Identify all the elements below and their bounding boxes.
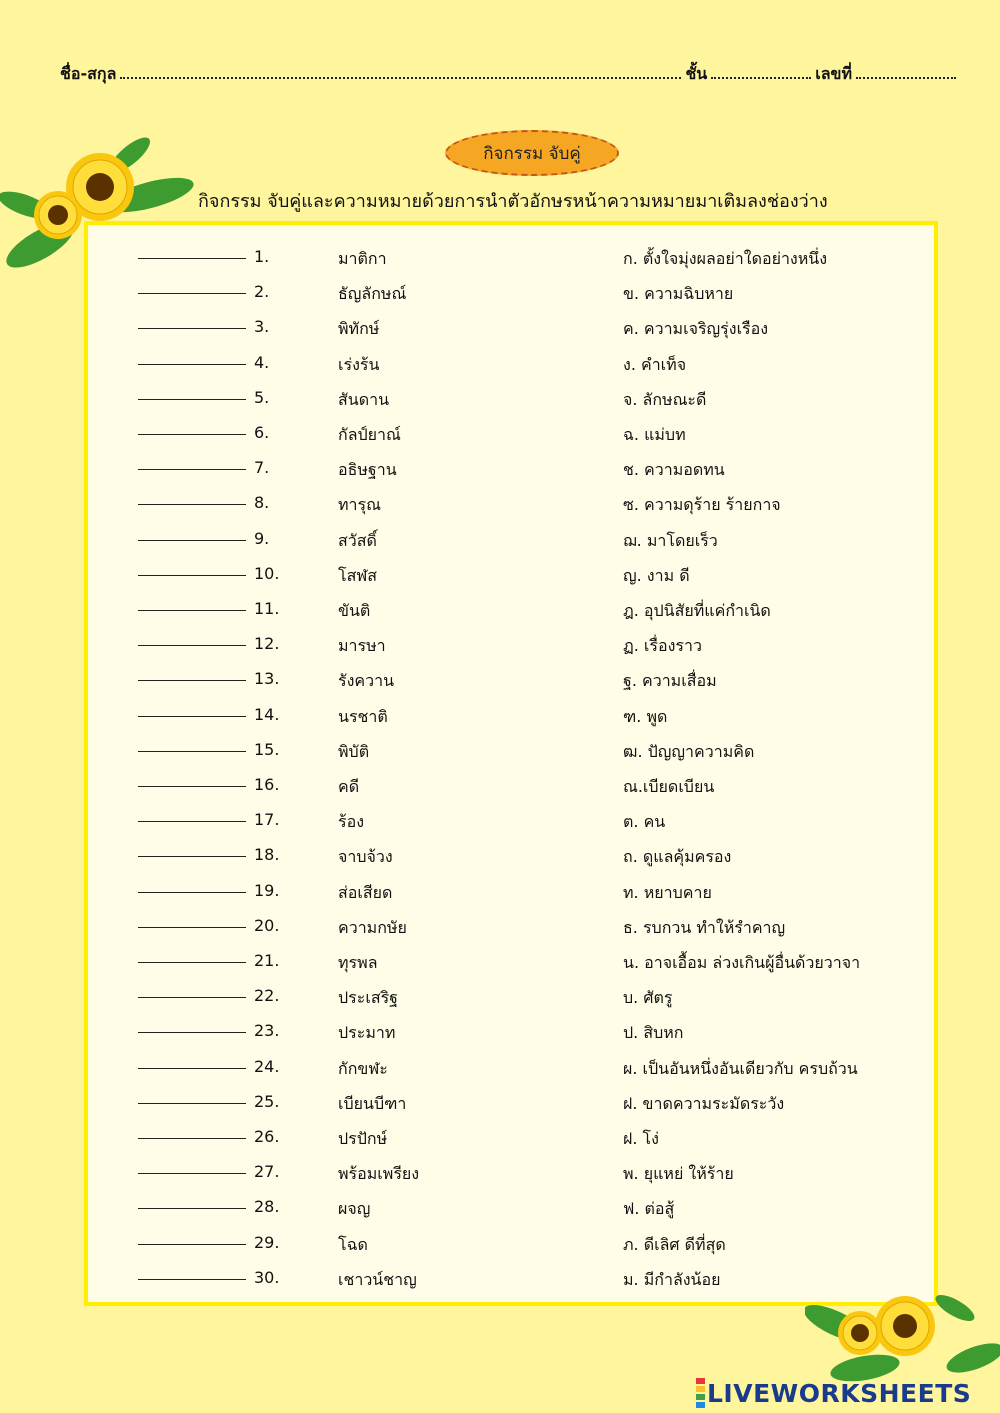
matching-row bbox=[88, 411, 942, 446]
vocabulary-word: พิบัติ bbox=[338, 741, 370, 761]
meaning-option: ฐ. ความเสื่อม bbox=[623, 671, 717, 691]
student-info-header bbox=[60, 62, 960, 87]
answer-blank[interactable] bbox=[138, 258, 246, 259]
item-number: 24. bbox=[254, 1056, 280, 1076]
matching-row bbox=[88, 446, 942, 481]
meaning-option: ก. ตั้งใจมุ่งผลอย่าใดอย่างหนึ่ง bbox=[623, 249, 828, 268]
item-number: 20. bbox=[254, 915, 280, 935]
item-number: 25. bbox=[254, 1091, 280, 1111]
vocabulary-word: เร่งร้น bbox=[338, 354, 380, 374]
item-number: 28. bbox=[254, 1197, 280, 1217]
vocabulary-word: กักขฬะ bbox=[338, 1058, 388, 1078]
vocabulary-word: จาบจ้วง bbox=[338, 847, 393, 867]
meaning-option: ฝ. โง่ bbox=[623, 1129, 659, 1148]
meaning-option: ฉ. แม่บท bbox=[623, 425, 686, 444]
matching-row bbox=[88, 1080, 942, 1115]
answer-blank[interactable] bbox=[138, 927, 246, 928]
item-number: 15. bbox=[254, 739, 280, 759]
meaning-option: ถ. ดูแลคุ้มครอง bbox=[623, 847, 732, 867]
vocabulary-word: ขันติ bbox=[338, 601, 371, 620]
answer-blank[interactable] bbox=[138, 786, 246, 787]
answer-blank[interactable] bbox=[138, 821, 246, 822]
matching-row bbox=[88, 728, 942, 763]
vocabulary-word: นรชาติ bbox=[338, 706, 388, 726]
answer-blank[interactable] bbox=[138, 1173, 246, 1174]
item-number: 19. bbox=[254, 880, 280, 900]
class-label: ชั้น bbox=[685, 64, 708, 83]
answer-blank[interactable] bbox=[138, 680, 246, 681]
item-number: 7. bbox=[254, 458, 270, 478]
item-number: 26. bbox=[254, 1127, 280, 1146]
vocabulary-word: ประเสริฐ bbox=[338, 988, 398, 1008]
answer-blank[interactable] bbox=[138, 575, 246, 576]
meaning-option: ฏ. เรื่องราว bbox=[623, 636, 702, 656]
matching-worksheet-box bbox=[84, 221, 938, 1306]
vocabulary-word: พิทักษ์ bbox=[338, 319, 380, 339]
meaning-option: ฎ. อุปนิสัยที่แค่กำเนิด bbox=[623, 601, 771, 620]
matching-row bbox=[88, 481, 942, 516]
name-blank[interactable] bbox=[120, 77, 681, 79]
item-number: 8. bbox=[254, 493, 270, 513]
number-label: เลขที่ bbox=[815, 64, 852, 83]
matching-row bbox=[88, 904, 942, 939]
logo-mark-bar bbox=[696, 1386, 705, 1392]
activity-title: กิจกรรม จับคู่ bbox=[483, 143, 581, 164]
matching-row bbox=[88, 657, 942, 692]
item-number: 27. bbox=[254, 1162, 280, 1182]
item-number: 4. bbox=[254, 352, 270, 372]
vocabulary-word: ทารุณ bbox=[338, 495, 381, 515]
meaning-option: น. อาจเอื้อม ล่วงเกินผู้อื่นด้วยวาจา bbox=[623, 953, 861, 972]
meaning-option: ญ. งาม ดี bbox=[623, 565, 690, 585]
answer-blank[interactable] bbox=[138, 1208, 246, 1209]
item-number: 10. bbox=[254, 563, 280, 583]
logo-text: LIVEWORKSHEETS bbox=[707, 1378, 972, 1408]
item-number: 13. bbox=[254, 669, 280, 689]
answer-blank[interactable] bbox=[138, 1032, 246, 1033]
logo-mark-bar bbox=[696, 1378, 705, 1384]
meaning-option: ฑ. พูด bbox=[623, 706, 668, 726]
answer-blank[interactable] bbox=[138, 962, 246, 963]
matching-row bbox=[88, 622, 942, 657]
vocabulary-word: ธัญลักษณ์ bbox=[338, 284, 407, 304]
answer-blank[interactable] bbox=[138, 434, 246, 435]
matching-row bbox=[88, 1185, 942, 1220]
logo-mark-bar bbox=[696, 1402, 705, 1408]
item-number: 23. bbox=[254, 1021, 280, 1041]
sunflower-bottom-right-icon bbox=[805, 1288, 1000, 1388]
matching-row bbox=[88, 270, 942, 305]
answer-blank[interactable] bbox=[138, 1279, 246, 1280]
matching-row bbox=[88, 341, 942, 376]
vocabulary-word: สวัสดิ์ bbox=[338, 530, 377, 550]
vocabulary-word: ร้อง bbox=[338, 812, 365, 832]
activity-title-badge bbox=[445, 130, 619, 176]
matching-row bbox=[88, 833, 942, 868]
matching-row bbox=[88, 1150, 942, 1185]
item-number: 30. bbox=[254, 1267, 280, 1287]
answer-blank[interactable] bbox=[138, 364, 246, 365]
matching-row bbox=[88, 939, 942, 974]
item-number: 12. bbox=[254, 634, 280, 654]
answer-blank[interactable] bbox=[138, 1068, 246, 1069]
vocabulary-word: คดี bbox=[338, 777, 360, 796]
answer-blank[interactable] bbox=[138, 751, 246, 752]
vocabulary-word: เชาวน์ชาญ bbox=[338, 1269, 417, 1289]
matching-row bbox=[88, 1009, 942, 1044]
meaning-option: ฌ. มาโดยเร็ว bbox=[623, 530, 718, 550]
answer-blank[interactable] bbox=[138, 540, 246, 541]
vocabulary-word: โสฬส bbox=[338, 565, 378, 585]
vocabulary-word: โฉด bbox=[338, 1234, 368, 1254]
vocabulary-word: เบียนบีฑา bbox=[338, 1093, 407, 1113]
matching-row bbox=[88, 376, 942, 411]
matching-row bbox=[88, 587, 942, 622]
matching-row bbox=[88, 552, 942, 587]
matching-row bbox=[88, 869, 942, 904]
item-number: 6. bbox=[254, 423, 270, 442]
class-blank[interactable] bbox=[711, 77, 811, 79]
vocabulary-word: กัลป์ยาณ์ bbox=[338, 425, 401, 444]
answer-blank[interactable] bbox=[138, 399, 246, 400]
answer-blank[interactable] bbox=[138, 504, 246, 505]
meaning-option: ฟ. ต่อสู้ bbox=[623, 1199, 675, 1219]
answer-blank[interactable] bbox=[138, 856, 246, 857]
vocabulary-word: ทุรพล bbox=[338, 953, 378, 972]
item-number: 17. bbox=[254, 810, 280, 830]
meaning-option: ป. สิบหก bbox=[623, 1023, 684, 1043]
meaning-option: ข. ความฉิบหาย bbox=[623, 284, 734, 304]
meaning-option: พ. ยุแหย่ ให้ร้าย bbox=[623, 1164, 734, 1184]
vocabulary-word: พร้อมเพรียง bbox=[338, 1164, 420, 1184]
item-number: 3. bbox=[254, 317, 270, 337]
meaning-option: ท. หยาบคาย bbox=[623, 882, 712, 902]
answer-blank[interactable] bbox=[138, 293, 246, 294]
matching-row bbox=[88, 305, 942, 340]
matching-row bbox=[88, 1115, 942, 1150]
matching-row bbox=[88, 693, 942, 728]
vocabulary-word: ปรปักษ์ bbox=[338, 1129, 388, 1148]
matching-row bbox=[88, 235, 942, 270]
answer-blank[interactable] bbox=[138, 1244, 246, 1245]
item-number: 5. bbox=[254, 387, 270, 407]
meaning-option: ค. ความเจริญรุ่งเรือง bbox=[623, 319, 769, 339]
answer-blank[interactable] bbox=[138, 1103, 246, 1104]
logo-mark-icon bbox=[696, 1377, 705, 1409]
answer-blank[interactable] bbox=[138, 328, 246, 329]
meaning-option: บ. ศัตรู bbox=[623, 988, 673, 1008]
matching-row bbox=[88, 798, 942, 833]
vocabulary-word: มาติกา bbox=[338, 249, 387, 268]
vocabulary-word: ผจญ bbox=[338, 1199, 371, 1219]
item-number: 11. bbox=[254, 599, 280, 618]
meaning-option: ธ. รบกวน ทำให้รำคาญ bbox=[623, 917, 786, 937]
meaning-option: ฒ. ปัญญาความคิด bbox=[623, 741, 755, 761]
vocabulary-word: ส่อเสียด bbox=[338, 882, 393, 902]
item-number: 9. bbox=[254, 528, 270, 548]
name-label: ชื่อ-สกุล bbox=[60, 64, 117, 83]
matching-row bbox=[88, 763, 942, 798]
item-number: 29. bbox=[254, 1232, 280, 1252]
answer-blank[interactable] bbox=[138, 716, 246, 717]
vocabulary-word: ประมาท bbox=[338, 1023, 396, 1043]
meaning-option: ม. มีกำลังน้อย bbox=[623, 1269, 721, 1289]
answer-blank[interactable] bbox=[138, 469, 246, 470]
meaning-option: ภ. ดีเลิศ ดีที่สุด bbox=[623, 1234, 726, 1254]
meaning-option: ช. ความอดทน bbox=[623, 460, 725, 480]
number-blank[interactable] bbox=[856, 77, 956, 79]
answer-blank[interactable] bbox=[138, 645, 246, 646]
item-number: 22. bbox=[254, 986, 280, 1006]
vocabulary-word: ความกษัย bbox=[338, 917, 407, 937]
liveworksheets-logo bbox=[696, 1378, 971, 1408]
meaning-option: ผ. เป็นอันหนึ่งอันเดียวกับ ครบถ้วน bbox=[623, 1058, 858, 1078]
answer-blank[interactable] bbox=[138, 892, 246, 893]
matching-row bbox=[88, 1045, 942, 1080]
vocabulary-word: สันดาน bbox=[338, 389, 390, 409]
item-number: 14. bbox=[254, 704, 280, 724]
instruction-text: กิจกรรม จับคู่และความหมายด้วยการนำตัวอักษรหน้าความหมายมาเติมลงช่องว่าง bbox=[198, 191, 828, 212]
logo-mark-bar bbox=[696, 1394, 705, 1400]
meaning-option: จ. ลักษณะดี bbox=[623, 389, 707, 409]
answer-blank[interactable] bbox=[138, 997, 246, 998]
answer-blank[interactable] bbox=[138, 610, 246, 611]
meaning-option: ซ. ความดุร้าย ร้ายกาจ bbox=[623, 495, 781, 515]
item-number: 18. bbox=[254, 845, 280, 865]
item-number: 1. bbox=[254, 247, 270, 266]
matching-row bbox=[88, 1256, 942, 1291]
matching-row bbox=[88, 517, 942, 552]
item-number: 21. bbox=[254, 951, 280, 970]
meaning-option: ฝ. ขาดความระมัดระวัง bbox=[623, 1093, 785, 1113]
matching-row bbox=[88, 974, 942, 1009]
item-number: 16. bbox=[254, 775, 280, 794]
vocabulary-word: อธิษฐาน bbox=[338, 460, 397, 480]
meaning-option: ง. คำเท็จ bbox=[623, 354, 687, 374]
meaning-option: ต. คน bbox=[623, 812, 666, 832]
vocabulary-word: มารษา bbox=[338, 636, 386, 656]
meaning-option: ณ.เบียดเบียน bbox=[623, 777, 715, 796]
answer-blank[interactable] bbox=[138, 1138, 246, 1139]
item-number: 2. bbox=[254, 282, 270, 302]
vocabulary-word: รังควาน bbox=[338, 671, 395, 691]
matching-row bbox=[88, 1221, 942, 1256]
